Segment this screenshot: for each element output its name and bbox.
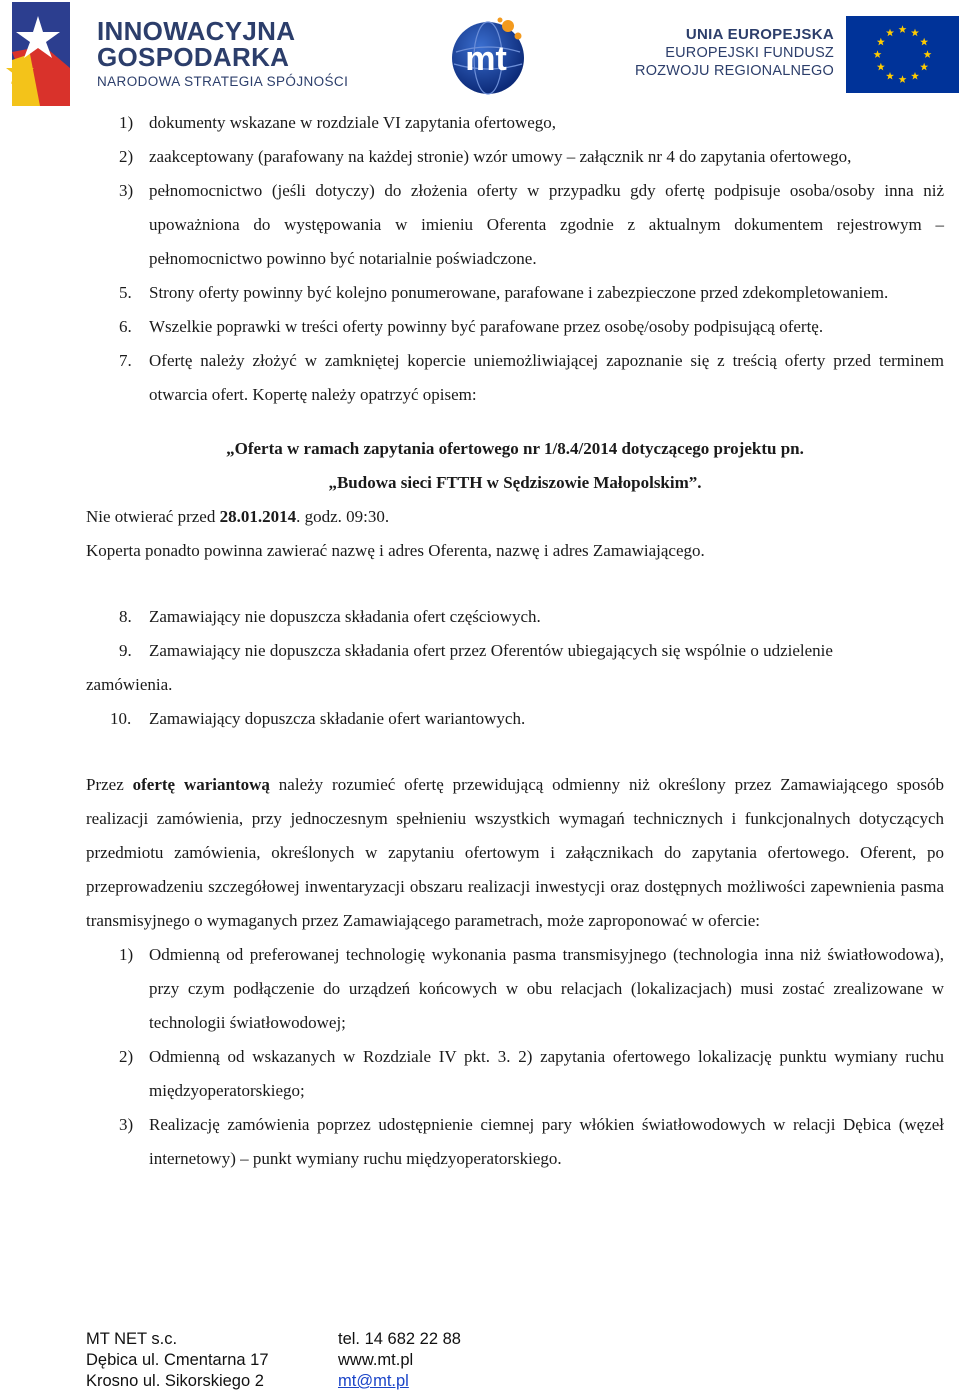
point-number: 10. <box>110 709 132 728</box>
page-header <box>0 0 960 108</box>
list-text: zaakceptowany (parafowany na każdej stronie) wzór umowy – załącznik nr 4 do zapytania ofertowego, <box>149 147 852 166</box>
list-text: pełnomocnictwo (jeśli dotyczy) do złożenia oferty w przypadku gdy ofertę podpisuje osoba/osoby inna niż upoważniona do występowania w imieniu Oferenta zgodnie z aktualnym dokumentem rejestrowym – pełnomocnictwo powinno być notarialnie poświadczone. <box>149 181 944 268</box>
list-number: 1) <box>119 945 134 964</box>
point-item <box>86 276 944 310</box>
point-item <box>86 310 944 344</box>
do-not-open-notice <box>86 500 944 534</box>
envelope-title-line1: „Oferta w ramach zapytania ofertowego nr 1/8.4/2014 dotyczącego projektu pn. <box>226 439 804 458</box>
list-item <box>86 1040 944 1108</box>
envelope-title-line2: „Budowa sieci FTTH w Sędziszowie Małopolskim”. <box>328 473 702 492</box>
point-number: 9. <box>119 641 132 660</box>
mt-logo-text: mt <box>465 40 507 78</box>
program-logo-line2: GOSPODARKA <box>97 42 290 72</box>
list-text: Odmienną od preferowanej technologię wykonania pasma transmisyjnego (technologia inna niż światłowodowa), przy czym podłączenie do urządzeń końcowych w obu relacjach (lokalizacjach) musi zostać zrealizowane w technologii światłowodowej; <box>149 945 944 1032</box>
list-text: dokumenty wskazane w rozdziale VI zapytania ofertowego, <box>149 113 557 132</box>
point-item <box>86 702 944 736</box>
list-item <box>86 140 944 174</box>
innowacyjna-gospodarka-star-emblem-icon <box>4 2 70 106</box>
eu-logo-text <box>635 26 834 80</box>
list-number: 2) <box>119 1047 134 1066</box>
point-text: Zamawiający dopuszcza składanie ofert wariantowych. <box>149 709 526 728</box>
program-logo-text <box>97 18 348 91</box>
footer-contact-column <box>338 1329 461 1392</box>
eu-line1: UNIA EUROPEJSKA <box>685 26 834 43</box>
variant-term: ofertę wariantową <box>132 775 270 794</box>
envelope-address-note: Koperta ponadto powinna zawierać nazwę i adres Oferenta, nazwę i adres Zamawiającego. <box>86 541 705 560</box>
point-number: 7. <box>119 351 132 370</box>
do-not-open-prefix: Nie otwierać przed <box>86 507 220 526</box>
point-number: 8. <box>119 607 132 626</box>
list-text: Realizację zamówienia poprzez udostępnienie ciemnej pary włókien światłowodowych w relacji Dębica (węzeł internetowy) – punkt wymiany ruchu międzyoperatorskiego. <box>149 1115 944 1168</box>
footer-address-debica: Dębica ul. Cmentarna 17 <box>86 1351 269 1369</box>
list-number: 2) <box>119 147 134 166</box>
eu-line3: ROZWOJU REGIONALNEGO <box>635 63 834 79</box>
footer-email-link[interactable]: mt@mt.pl <box>338 1372 409 1390</box>
envelope-description <box>86 432 944 568</box>
eu-line2: EUROPEJSKI FUNDUSZ <box>665 45 834 61</box>
point-item <box>86 634 944 668</box>
point-text: Zamawiający nie dopuszcza składania ofert przez Oferentów ubiegających się wspólnie o udzielenie <box>149 641 833 660</box>
point-item <box>86 600 944 634</box>
point-number: 5. <box>119 283 132 302</box>
point-text: Zamawiający nie dopuszcza składania ofert częściowych. <box>149 607 541 626</box>
list-item <box>86 938 944 1040</box>
program-logo-line1: INNOWACYJNA <box>97 16 296 46</box>
point-item <box>86 344 944 412</box>
footer-address-krosno: Krosno ul. Sikorskiego 2 <box>86 1372 264 1390</box>
program-logo-line3: NARODOWA STRATEGIA SPÓJNOŚCI <box>97 74 349 89</box>
mt-globe-logo-icon <box>448 12 534 98</box>
document-body <box>86 106 944 1176</box>
point-text: Wszelkie poprawki w treści oferty powinny być parafowane przez osobę/osoby podpisującą ofertę. <box>149 317 824 336</box>
point-text: Ofertę należy złożyć w zamkniętej kopercie uniemożliwiającej zapoznanie się z treścią oferty przed terminem otwarcia ofert. Kopertę należy opatrzyć opisem: <box>149 351 944 404</box>
footer-company-column <box>86 1329 269 1392</box>
list-number: 3) <box>119 1115 134 1134</box>
point-number: 6. <box>119 317 132 336</box>
list-number: 3) <box>119 181 134 200</box>
list-item <box>86 1108 944 1176</box>
point-continuation: zamówienia. <box>86 675 173 694</box>
list-item <box>86 174 944 276</box>
do-not-open-date: 28.01.2014 <box>219 507 297 526</box>
footer-website[interactable]: www.mt.pl <box>338 1351 414 1369</box>
point-text: Strony oferty powinny być kolejno ponumerowane, parafowane i zabezpieczone przed zdekompletowaniem. <box>149 283 889 302</box>
list-number: 1) <box>119 113 134 132</box>
required-documents-list <box>86 106 944 276</box>
variant-definition: należy rozumieć ofertę przewidującą odmienny niż określony przez Zamawiającego sposób realizacji zamówienia, przy jednoczesnym spełnieniu wszystkich wymagań technicznych i funkcjonalnych dotyczących przedmiotu zamówienia, określonych w zapytaniu ofertowym i załącznikach do zapytania ofertowego. Oferent, po przeprowadzeniu szczegółowej inwentaryzacji obszaru realizacji inwestycji oraz dostępnych możliwości zapewnienia pasma transmisyjnego o wymaganych przez Zamawiającego parametrach, może zaproponować w ofercie: <box>86 775 944 930</box>
offer-points-5-7 <box>86 276 944 412</box>
list-text: Odmienną od wskazanych w Rozdziale IV pkt. 3. 2) zapytania ofertowego lokalizację punktu wymiany ruchu międzyoperatorskiego; <box>149 1047 944 1100</box>
do-not-open-time: . godz. 09:30. <box>296 507 390 526</box>
variant-options-list <box>86 938 944 1176</box>
footer-company-name: MT NET s.c. <box>86 1330 178 1348</box>
variant-prefix: Przez <box>86 775 133 794</box>
footer-phone: tel. 14 682 22 88 <box>338 1330 461 1348</box>
eu-flag-icon <box>846 16 959 93</box>
variant-offer-paragraph <box>86 768 944 938</box>
offer-points-8-10 <box>86 600 944 736</box>
list-item <box>86 106 944 140</box>
